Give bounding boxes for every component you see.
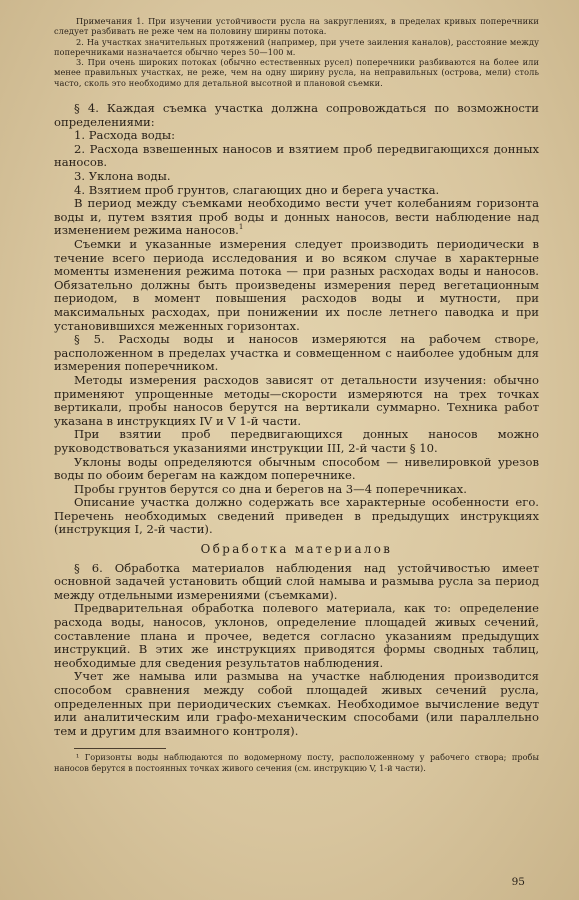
section-4-item-2: 2. Расхода взвешенных наносов и взятием проб передвигающихся донных наносов. [54,141,539,170]
section-5-paragraph-4: Пробы грунтов берутся со дна и берегов на 3—4 поперечниках. [74,481,467,496]
section-4-item-1: 1. Расхода воды: [74,128,175,143]
section-4-intro: § 4. Каждая съемка участка должна сопровождаться по возможности определениями: [54,101,539,129]
section-6-paragraph-2: Учет же намыва или размыва на участке наблюдения производится способом сравнения между собой площадей живых сечений русла, определенных при периодических съемках. Необходимое вычисление ведут или аналитическим или графо-механическим способами (или параллельно тем и другим для взаимного контроля). [54,669,539,738]
section-4-paragraph-2: Съемки и указанные измерения следует производить периодически в течение всего периода исследования и во всяком случае в характерные моменты изменения режима потока — при разных расходах воды и наносов. Обязательно должны быть произведены измерения перед вегетационным периодом, в момент повышения расходов воды и мутности, при максимальных расходах, при понижении их после летнего паводка и при установившихся меженных горизонтах. [54,237,539,333]
footnote-marker: 1 [238,223,244,232]
section-6-paragraph-1: Предварительная обработка полевого материала, как то: определение расхода воды, наносов, уклонов, определение площадей живых сечений, составление плана и прочее, ведется согласно указаниям предыдущих инструкций. В этих же инструкциях приводятся формы сводных таблиц, необходимые для сведения результатов наблюдения. [54,601,539,670]
section-5-paragraph-5: Описание участка должно содержать все характерные особенности его. Перечень необходимых сведений приведен в предыдущих инструкциях (инструкция I, 2-й части). [54,495,539,537]
page-number: 95 [511,876,525,888]
section-5-paragraph-1: Методы измерения расходов зависят от детальности изучения: обычно применяют упрощенные методы—скорости измеряются на трех точках вертикали, пробы наносов берутся на вертикали суммарно. Техника работ указана в инструкциях IV и V 1-й части. [54,372,539,428]
footnote-divider [74,748,166,749]
note-2: 2. На участках значительных протяжений (например, при учете заиления каналов), расстояние между поперечниками назначается обычно через 50—100 м. [54,36,539,57]
section-heading: Обработка материалов [200,542,393,557]
notes-block [54,16,539,88]
section-5-intro: § 5. Расходы воды и наносов измеряются на рабочем створе, расположенном в пределах участка и совмещенном с наиболее удобным для измерения поперечником. [54,332,539,374]
section-4-paragraph-1 [54,197,539,238]
section-4-item-4: 4. Взятием проб грунтов, слагающих дно и берега участка. [74,182,440,197]
section-4-paragraph-1-text: В период между съемками необходимо вести учет колебаниям горизонта воды и, путем взятия проб воды и донных наносов, вести наблюдение над изменением режима наносов. [54,196,539,238]
section-5-paragraph-3: Уклоны воды определяются обычным способом — нивелировкой урезов воды по обоим берегам на каждом поперечнике. [54,454,539,483]
note-1: Примечания 1. При изучении устойчивости русла на закруглениях, в пределах кривых поперечники следует разбивать не реже чем на половину ширины потока. [54,16,539,37]
footnote-text: ¹ Горизонты воды наблюдаются по водомерному посту, расположенному у рабочего створа; пробы наносов берутся в постоянных точках живого сечения (см. инструкцию V, 1-й части). [54,752,539,773]
section-5-paragraph-2: При взятии проб передвигающихся донных наносов можно руководствоваться указаниями инструкции III, 2-й части § 10. [54,427,539,455]
note-3: 3. При очень широких потоках (обычно естественных русел) поперечники разбиваются на более или менее правильных участках, не реже, чем на одну ширину русла, на неправильных (острова, мели) столь часто, сколь это необходимо для детальной высотной и плановой съемки. [54,57,539,88]
section-4-item-3: 3. Уклона воды. [74,169,171,184]
main-text [54,102,539,738]
footnote-block [54,752,539,773]
section-6-intro: § 6. Обработка материалов наблюдения над устойчивостью имеет основной задачей установить общий слой намыва и размыва русла за период между отдельными измерениями (съемками). [54,560,539,602]
